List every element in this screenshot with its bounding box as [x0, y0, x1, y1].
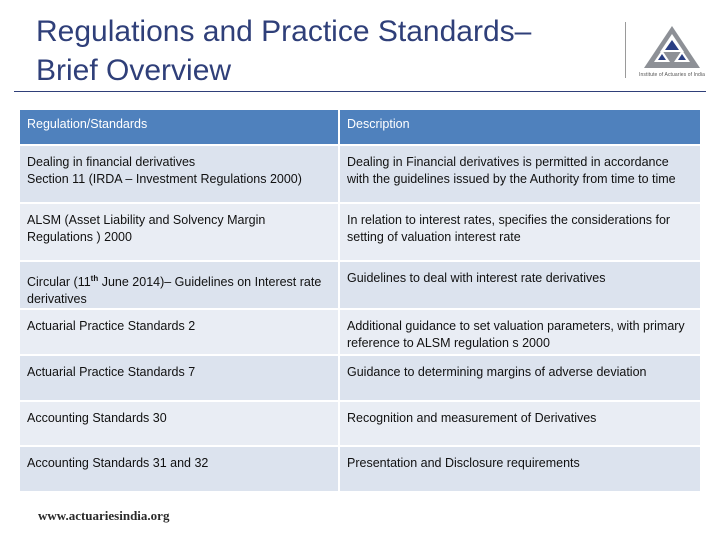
table-row: [19, 401, 701, 446]
table-header-row: [19, 109, 701, 145]
logo-caption: Institute of Actuaries of India: [639, 72, 705, 78]
table-row: [19, 355, 701, 401]
description-cell: Guidelines to deal with interest rate derivatives: [339, 261, 701, 309]
regulation-text-pre: Circular (11: [27, 275, 91, 290]
institute-logo: [632, 22, 712, 84]
regulation-superscript: th: [90, 274, 99, 283]
title-line-2: Brief Overview: [36, 54, 232, 87]
table-row: [19, 261, 701, 309]
table-row: [19, 446, 701, 492]
regulation-line: Section 11 (IRDA – Investment Regulations 2000): [27, 172, 302, 186]
regulation-cell: [19, 203, 339, 261]
regulation-line: ALSM (Asset Liability and Solvency Margin Regulations ) 2000: [27, 213, 266, 244]
regulation-cell: [19, 261, 339, 309]
description-cell: Presentation and Disclosure requirements: [339, 446, 701, 492]
column-header-regulation: Regulation/Standards: [19, 109, 339, 145]
regulation-cell: [19, 309, 339, 355]
column-header-description: Description: [339, 109, 701, 145]
description-cell: Guidance to determining margins of adverse deviation: [339, 355, 701, 401]
description-cell: Dealing in Financial derivatives is permitted in accordance with the guidelines issued by the Authority from time to time: [339, 145, 701, 203]
regulation-cell: [19, 145, 339, 203]
table-row: [19, 145, 701, 203]
title-line-1: Regulations and Practice Standards–: [36, 15, 532, 48]
header-divider: [625, 22, 626, 78]
regulation-line: Dealing in financial derivatives: [27, 155, 196, 169]
regulation-cell: [19, 446, 339, 492]
footer-url[interactable]: www.actuariesindia.org: [38, 508, 170, 523]
logo-triangle-icon: [632, 22, 712, 72]
regulation-line: Actuarial Practice Standards 7: [27, 365, 196, 380]
description-cell: Additional guidance to set valuation parameters, with primary reference to ALSM regulation s 2000: [339, 309, 701, 355]
regulation-line: Actuarial Practice Standards 2: [27, 319, 196, 334]
description-cell: Recognition and measurement of Derivatives: [339, 401, 701, 446]
table-row: [19, 309, 701, 355]
header-rule: [14, 91, 706, 92]
regulation-line: Accounting Standards 31 and 32: [27, 456, 209, 471]
regulation-cell: [19, 355, 339, 401]
description-cell: In relation to interest rates, specifies the considerations for setting of valuation interest rate: [339, 203, 701, 261]
regulation-text-post: June 2014)– Guidelines on Interest rate derivatives: [27, 275, 322, 307]
regulation-cell: [19, 401, 339, 446]
regulation-line: Accounting Standards 30: [27, 411, 167, 426]
regulations-table: [18, 108, 702, 493]
page-title: [36, 12, 616, 90]
table-row: [19, 203, 701, 261]
